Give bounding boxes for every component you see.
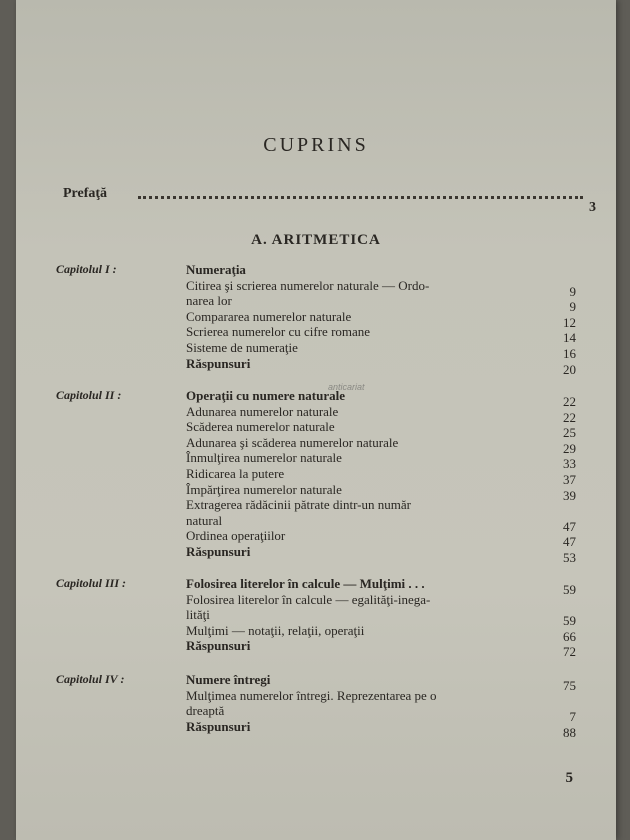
toc-entry: Mulţimea numerelor întregi. Reprezentarea pe o <box>186 687 437 703</box>
toc-heading: Răspunsuri <box>186 355 251 371</box>
toc-entry: dreaptă <box>186 703 225 719</box>
chapter-label: Capitolul I : <box>56 262 117 276</box>
toc-page-number: 47 <box>563 534 576 550</box>
preface-page: 3 <box>589 200 596 215</box>
toc-page-number: 72 <box>563 644 576 660</box>
chapter-label: Capitolul IV : <box>56 672 125 686</box>
toc-page-number: 33 <box>563 456 576 472</box>
watermark: anticariat <box>328 382 365 392</box>
toc-page-number: 39 <box>563 487 576 503</box>
toc-page-number: 37 <box>563 472 576 487</box>
toc-entry: Citirea şi scrierea numerelor naturale — Ordo- <box>186 277 430 293</box>
toc-entry: Extragerea rădăcinii pătrate dintr-un număr <box>186 497 411 513</box>
toc-entry: Scrierea numerelor cu cifre romane <box>186 324 371 340</box>
toc-page-number: 22 <box>563 394 576 409</box>
page-title: CUPRINS <box>263 134 369 156</box>
section-title: A. ARITMETICA <box>251 232 381 248</box>
toc-page-number: 22 <box>563 409 576 425</box>
toc-entry: Scăderea numerelor naturale <box>186 419 335 435</box>
preface-entry <box>63 186 606 215</box>
toc-entry: Folosirea literelor în calcule — egalităţi-inega- <box>186 591 431 607</box>
book-page <box>16 0 616 840</box>
page-number: 5 <box>565 770 573 786</box>
leader-dots <box>138 190 583 199</box>
toc-page-number: 16 <box>563 346 576 361</box>
toc-page-number: 88 <box>563 724 576 740</box>
toc-page-number: 59 <box>563 613 576 629</box>
toc-entry: Împărţirea numerelor naturale <box>186 481 342 497</box>
toc-page-number: 29 <box>563 440 576 456</box>
toc-entry: narea lor <box>186 293 232 309</box>
toc-page-number: 25 <box>563 425 576 441</box>
toc-entry: Sisteme de numeraţie <box>186 340 298 355</box>
chapter-label: Capitolul II : <box>56 388 122 402</box>
toc-heading: Răspunsuri <box>186 544 251 559</box>
toc-entry: Compararea numerelor naturale <box>186 308 352 324</box>
toc-page-number: 75 <box>563 678 576 693</box>
toc-entry: lităţi <box>186 607 210 623</box>
toc-entry: Mulţimi — notaţii, relaţii, operaţii <box>186 622 365 638</box>
toc-page-number: 7 <box>569 709 576 725</box>
toc-entry: Ridicarea la putere <box>186 466 285 481</box>
toc-page-number: 59 <box>563 582 576 597</box>
toc-entry: natural <box>186 512 223 528</box>
toc-entry: Înmulţirea numerelor naturale <box>186 450 342 466</box>
toc-heading: Folosirea literelor în calcule — Mulţimi . . . <box>186 576 425 591</box>
toc-heading: Numere întregi <box>186 672 271 687</box>
toc-entry: Adunarea numerelor naturale <box>186 403 339 419</box>
toc-heading: Răspunsuri <box>186 638 251 654</box>
toc-page-number: 53 <box>563 550 576 565</box>
toc-entry: Ordinea operaţiilor <box>186 528 286 544</box>
toc-page-number: 47 <box>563 518 576 534</box>
toc-page-number: 66 <box>563 628 576 644</box>
toc-heading: Numeraţia <box>186 262 246 277</box>
toc-entry: Adunarea şi scăderea numerelor naturale <box>186 434 399 450</box>
toc-page-number: 9 <box>569 299 576 315</box>
toc-page-number: 20 <box>563 361 576 377</box>
preface-label: Prefaţă <box>63 186 108 201</box>
toc-heading: Operaţii cu numere naturale <box>186 388 345 403</box>
toc-page-number: 9 <box>569 283 576 299</box>
toc-heading: Răspunsuri <box>186 718 251 734</box>
chapter-label: Capitolul III : <box>56 576 127 590</box>
toc-page-number: 14 <box>563 330 576 346</box>
toc-page-number: 12 <box>563 314 576 330</box>
